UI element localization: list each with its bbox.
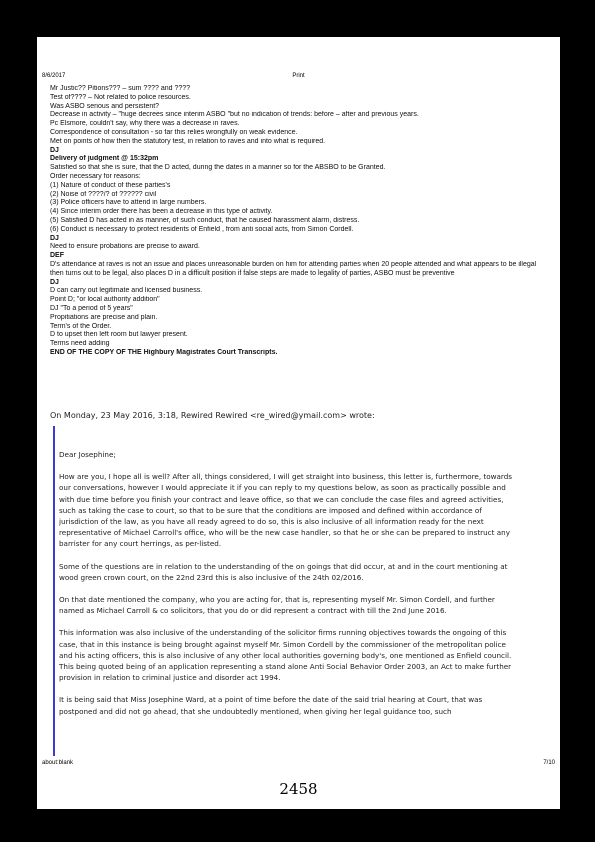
note-line: Satisfied so that she is sure, that the D acted, during the dates in a manner so for the ABSBO to be Granted.: [50, 164, 386, 172]
note-heading: DEF: [50, 252, 64, 260]
email-body: [59, 449, 521, 749]
email-paragraph: This information was also inclusive of the understanding of the solicitor firms running objectives towards the ongoing of this case, that in this instance is being brought against myself Mr. Simon Cordell by the commissioner of the metropolitan police and his acting officers, this is also inclusive of any other local authorities governing body's, one mentioned as Enfield council.: [59, 628, 512, 660]
note-line: D's attendance at raves is not an issue and places unreasonable burden on him for attending parties when 20 people attended and what appears to be illegal then turns out to be legal, also places D in a difficult position if false steps are made to legality of parties, ASBO must be preventive: [50, 260, 537, 277]
email-paragraph: This being quoted being of an application representing a stand alone Anti Social Behavior Order 2003, an Act to make further provision in relation to criminal justice and disorder act 1994.: [59, 662, 512, 683]
note-line: Point D; "or local authority addition": [50, 296, 160, 304]
note-heading: DJ: [50, 278, 59, 286]
transcript-notes: [50, 85, 550, 358]
note-line: Decrease in activity – "huge decrees since interim ASBO "but no indication of trends: before – after and previous years.: [50, 111, 419, 119]
note-heading: DJ: [50, 146, 59, 154]
note-heading: DJ: [50, 234, 59, 242]
email-paragraph: It is being said that Miss Josephine Ward, at a point of time before the date of the said trial hearing at Court, that was postponed and did not go ahead, that she undoubtedly mentioned, when giving her legal guidance too, such: [59, 695, 483, 716]
note-line: (2) Noise of ????/? of ?????? civil: [50, 190, 157, 198]
note-line: Mr Justic?? Pitions??? – sum ???? and ????: [50, 85, 191, 92]
footer-url: about:blank: [42, 760, 74, 766]
note-line: Need to ensure probations are precise to award.: [50, 243, 200, 251]
email-paragraph: On that date mentioned the company, who you are acting for, that is, representing myself Mr. Simon Cordell, and further named as Michael Carroll & co solicitors, that you do or did represent a contract with till the 2nd June 2016.: [59, 595, 495, 616]
note-line: Order necessary for reasons:: [50, 172, 141, 180]
note-line: Propitiations are precise and plain.: [50, 313, 158, 321]
note-line: (4) Since interim order there has been a decrease in this type of activity.: [50, 208, 273, 216]
email-paragraph: Some of the questions are in relation to the understanding of the on goings that did occur, at and in the court mentioning at wood green crown court, on the 22nd 23rd this is also inclusive of the 24th 02/2016.: [59, 561, 508, 582]
note-line: Test of???? – Not related to police resources.: [50, 93, 191, 101]
note-line: D to upset then left room but lawyer present.: [50, 331, 188, 339]
note-line: Pc Elsmore, couldn't say, why there was a decrease in raves.: [50, 120, 240, 128]
note-line: (5) Satisfied D has acted in as manner, of such conduct, that he caused harassment alarm, distress.: [50, 216, 360, 224]
note-heading: END OF THE COPY OF THE Highbury Magistrates Court Transcripts.: [50, 348, 278, 356]
print-footer: [42, 760, 555, 766]
footer-page-count: 7/10: [543, 760, 555, 766]
note-line: (6) Conduct is necessary to protect residents of Enfield , from anti social acts, from Simon Cordell.: [50, 225, 354, 233]
page-stamp-number: 2458: [279, 780, 318, 798]
note-line: Correspondence of consultation - so far this relies wrongfully on weak evidence.: [50, 128, 298, 136]
email-salutation: Dear Josephine;: [59, 450, 116, 459]
email-paragraph: How are you, I hope all is well? After all, things considered, I will get straight into business, this letter is, furthermore, towards our conversations, however I would appreciate it if you can reply to my questions below, as soon as practically possible and with due time before you finish your contract and leave office, so that we can conclude the case files and agreed activities, such as taking the case to court, so that to be sure that the conditions are imposed and defined within accordance of jurisdiction of the law, as you have all ready agreed to do so, this is also inclusive of all information ready for the next representative of Michael Carroll's office, who will be the new case handler, so that he or she can be prepared to instruct any barrister for any court herrings, as per-listed.: [59, 472, 513, 549]
note-line: Was ASBO serious and persistent?: [50, 102, 160, 110]
email-quote-header: On Monday, 23 May 2016, 3:18, Rewired Rewired <re_wired@ymail.com> wrote:: [50, 411, 375, 420]
print-date: 8/6/2017: [42, 73, 66, 79]
note-line: (1) Nature of conduct of these parties's: [50, 181, 171, 189]
note-line: DJ "To a period of 5 years": [50, 304, 133, 312]
print-header: [42, 73, 555, 82]
note-line: Met on points of how then the statutory test, in relation to raves and into what is required.: [50, 137, 326, 145]
quote-bar: [53, 426, 55, 756]
note-line: D can carry out legitimate and licensed business.: [50, 287, 203, 295]
note-line: (3) Police officers have to attend in large numbers.: [50, 199, 207, 207]
note-heading: Delivery of judgment @ 15:32pm: [50, 155, 159, 163]
document-page: [37, 37, 560, 809]
note-line: Terms need adding: [50, 340, 110, 348]
note-line: Term's of the Order.: [50, 322, 112, 330]
print-title: Print: [292, 73, 305, 79]
